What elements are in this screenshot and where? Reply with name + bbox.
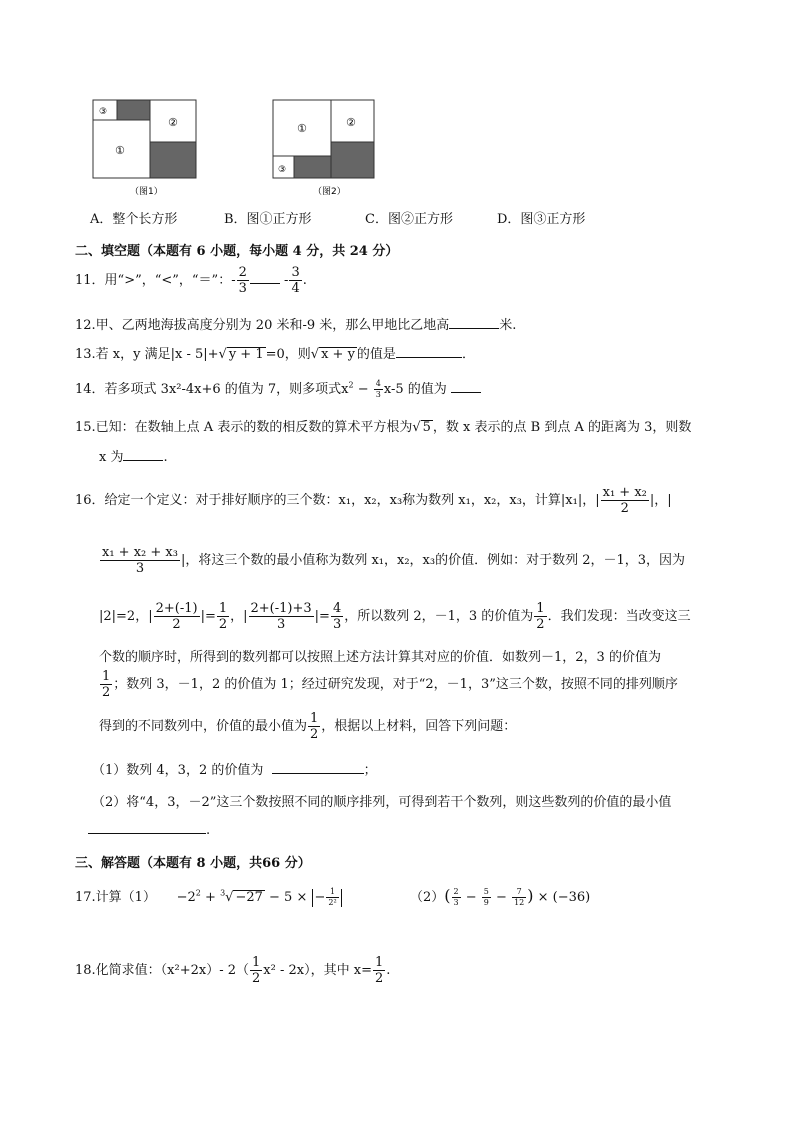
q17-end-2: × (−36) [537,890,591,905]
q13-prefix: 13.若 x，y 满足|x - 5|+ [75,347,219,362]
q17-expr-1c: − 5 × [264,890,308,905]
option-a: A．整个长方形 [90,212,178,227]
q16-l3-frac-5: $\frac{1}{2}$ [536,601,545,632]
q14-post: x-5 的值为 [383,382,447,397]
question-14 [75,378,481,399]
q17-cube-index: 3 [220,888,226,898]
fig2-label-2: ② [346,116,356,129]
question-16-line-6 [99,712,516,741]
q17-abs-right [341,889,342,907]
q16-text-5: ；数列 3，－1，2 的价值为 1；经过研究发现，对于“2，－1，3”这三个数，按照不同的排列顺序 [113,677,678,692]
q16-l3-frac-2: $\frac{1}{2}$ [218,601,228,632]
q11-answer-blank[interactable] [250,271,280,284]
q16-text-2: |，将这三个数的最小值称为数列 x₁，x₂，x₃的价值．例如：对于数列 2，－1，3，因为 [180,553,686,568]
option-c: C．图②正方形 [365,212,453,227]
q17-label: 17.计算（1） [75,890,156,905]
q16-sub1-text: （1）数列 4，3，2 的价值为 [92,763,264,778]
q18-prefix: 18.化简求值：（x²+2x）- 2（ [75,963,250,978]
q17-expr-1a: −2 [176,890,196,905]
question-16-line-1 [75,486,672,515]
q12-answer-blank[interactable] [449,316,499,329]
fig1-label-1: ① [115,144,125,157]
q16-l5-frac: $\frac{1}{2}$ [102,669,111,700]
q16-line1-end: |，| [649,493,672,508]
q17-frac-1: $\frac{2}{3}$ [453,887,459,907]
q18-end: . [386,963,391,978]
q17-label-2: （2） [410,890,445,905]
option-d: D．图③正方形 [497,212,586,227]
question-17: 17.计算（1） $-2^2 + ^3√ -27 - 5$ × − $\frac{1}{\text{2²}}$ [75,886,343,907]
q16-l3g: ．我们发现：当改变这三 [547,609,691,624]
q15-text-2: x 为 [99,450,124,465]
q16-l3c: ，| [230,609,248,624]
q14-minus: − [353,382,373,397]
q16-l3-frac-1: $\frac{2+(-1)}{2}$ [155,601,198,632]
fig2-label-3: ③ [278,165,287,175]
q16-l6-frac: $\frac{1}{2}$ [310,711,319,742]
fig2-label-1: ① [297,122,307,135]
q11-fraction-2: $\frac{3}{4}$ [291,265,300,296]
question-16-sub-2-answer [88,821,210,838]
question-13: 13.若 x，y 满足|x - 5|+√ y + 1 =0，则√ x + y 的值是 ． [75,347,475,362]
question-16-sub-2: （2）将“4，3，－2”这三个数按照不同的顺序排列，可得到若干个数列，则这些数列的价值的最小值 [92,795,672,810]
q14-answer-blank[interactable] [451,380,481,393]
q16-l3e: |= [314,609,330,624]
question-16-line-2 [99,546,685,575]
q16-l3-frac-3: $\frac{2+(-1)+3}{3}$ [250,601,312,632]
option-b: B．图①正方形 [224,212,312,227]
q16-l3-frac-4: $\frac{4}{3}$ [332,601,342,632]
q16-sub2-end: . [206,823,211,838]
q17-expr-sup: 2 [195,888,201,898]
q16-text-1: 16．给定一个定义：对于排好顺序的三个数：x₁，x₂，x₃称为数列 x₁，x₂，x₃，计算|x₁|，| [75,493,600,508]
q17-frac-3: $\frac{7}{12}$ [514,887,525,907]
q17-abs-fraction: $\frac{1}{\text{2²}}$ [328,887,337,907]
q11-prefix: 11．用“>”，“<”，“＝”：- [75,273,236,288]
q16-sub2-answer-blank[interactable] [88,821,206,834]
fig1-label-3: ③ [99,107,108,117]
q15-text-1b: ，数 x 表示的点 B 到点 A 的距离为 3，则数 [432,420,692,435]
question-17-part-2: （2）( $\frac{2}{3}$ − $\frac{5}{9}$ − $\frac{7}{12}$ ) × (−36) [410,886,591,907]
q16-text-6b: ，根据以上材料，回答下列问题： [321,719,517,734]
question-16-line-4: 个数的顺序时，所得到的数列都可以按照上述方法计算其对应的价值．如数列－1，2，3 的价值为 [99,650,661,665]
q16-fraction-1: $\frac{\text{x₁ + x₂}}{2}$ [602,485,647,516]
q16-l3f: ，所以数列 2，－1，3 的价值为 [344,609,534,624]
q18-frac-1: $\frac{1}{2}$ [252,955,261,986]
figure-2 [270,98,380,198]
q17-abs-minus: − [314,890,326,905]
q17-cube-radicand: −27 [235,890,263,905]
q11-fraction-1: $\frac{2}{3}$ [238,265,247,296]
q12-text: 12.甲、乙两地海拔高度分别为 20 米和-9 米，那么甲地比乙地高 [75,318,450,333]
q14-prefix: 14．若多项式 3x²-4x+6 的值为 7，则多项式x [75,382,349,397]
q16-l3b: |= [200,609,216,624]
question-15-line-2: x 为 . [99,450,168,465]
q13-answer-blank[interactable] [396,345,462,358]
q17-frac-2: $\frac{5}{9}$ [483,887,489,907]
q16-text-6a: 得到的不同数列中，价值的最小值为 [99,719,308,734]
q16-sub1-answer-blank[interactable] [272,761,364,774]
q16-fraction-2: $\frac{\text{x₁ + x₂ + x₃}}{3}$ [102,545,178,576]
q14-sup: 2 [348,380,354,390]
fig2-caption: （图2） [313,187,346,197]
question-16-line-3 [99,602,691,631]
q18-frac-2: $\frac{1}{2}$ [374,955,384,986]
figure-1 [90,98,200,198]
question-16-line-5 [99,670,678,699]
q16-l3a: |2|=2，| [99,609,153,624]
question-18 [75,956,390,985]
q13-radical-2: x + y [321,347,355,362]
q18-mid: x² - 2x），其中 x= [263,963,372,978]
fig1-label-2: ② [168,116,178,129]
q15-answer-blank[interactable] [123,448,163,461]
q13-mid: =0，则 [265,347,311,362]
fig1-caption: （图1） [130,187,163,197]
q13-end: 的值是 [356,347,396,362]
section-2-title: 二、填空题（本题有 6 小题，每小题 4 分，共 24 分） [75,244,399,259]
question-11 [75,266,307,295]
q15-radical: 5 [422,420,431,435]
q15-text-1: 15.已知：在数轴上点 A 表示的数的相反数的算术平方根为 [75,420,413,435]
q17-expr-1b: + [200,890,221,905]
q11-minus: - [284,273,289,288]
question-16-sub-1 [92,759,377,778]
q11-end: . [302,273,307,288]
section-3-title: 三、解答题（本题有 8 小题，共66 分） [75,856,311,871]
q13-radical-1: y + 1 [228,347,264,362]
q16-sub1-end: ； [363,763,377,778]
q14-fraction: $\frac{4}{3}$ [375,379,381,399]
question-12 [75,314,516,333]
q12-end: 米. [499,318,517,333]
question-15-line-1: 15.已知：在数轴上点 A 表示的数的相反数的算术平方根为√ 5 ，数 x 表示的点 B 到点 A 的距离为 3，则数 [75,420,692,435]
